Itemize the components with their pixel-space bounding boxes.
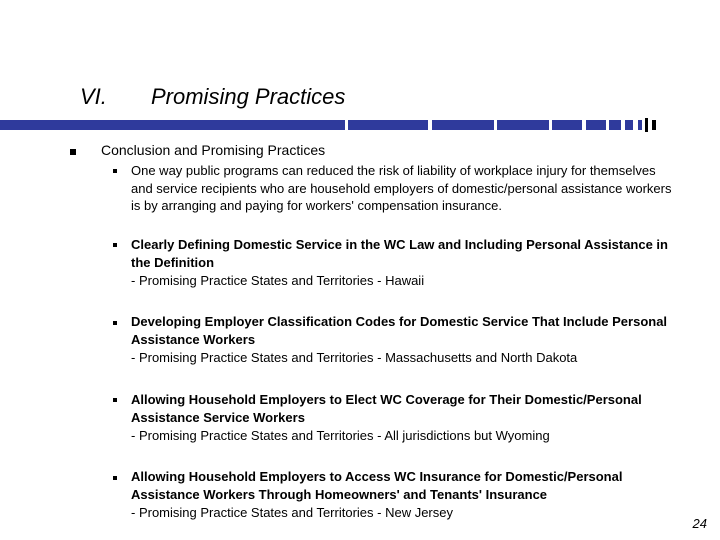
item-3-detail: - Promising Practice States and Territories - Massachusetts and North Dakota [131,350,578,365]
item-2-detail: - Promising Practice States and Territories - Hawaii [131,273,425,288]
item-5-bullet [113,476,117,480]
item-1-bullet [113,169,117,173]
item-2-bullet [113,243,117,247]
top-bullet [70,149,76,155]
item-3-heading: Developing Employer Classification Codes for Domestic Service That Include Personal Assistance Workers [131,314,668,347]
item-5-heading: Allowing Household Employers to Access WC Insurance for Domestic/Personal Assistance Workers Through Homeowners' and Tenants' Insurance [131,469,623,502]
item-4-heading: Allowing Household Employers to Elect WC Coverage for Their Domestic/Personal Assistance Service Workers [131,392,642,425]
section-number: VI. [80,84,107,109]
item-3 [131,313,676,367]
item-5-detail: - Promising Practice States and Territories - New Jersey [131,505,453,520]
item-3-bullet [113,321,117,325]
item-1-text: One way public programs can reduced the risk of liability of workplace injury for themselves and service recipients who are household employers of domestic/personal assistance workers is by arranging and paying for workers' compensation insurance. [131,163,672,213]
item-4-bullet [113,398,117,402]
item-5 [131,468,676,522]
section-heading: Conclusion and Promising Practices [101,142,326,158]
item-4 [131,391,676,445]
title-rule [0,118,660,132]
item-2 [131,236,676,290]
item-4-detail: - Promising Practice States and Territories - All jurisdictions but Wyoming [131,428,550,443]
page-number: 24 [692,516,707,531]
slide-title: Promising Practices [151,84,346,109]
item-2-heading: Clearly Defining Domestic Service in the WC Law and Including Personal Assistance in the Definition [131,237,668,270]
